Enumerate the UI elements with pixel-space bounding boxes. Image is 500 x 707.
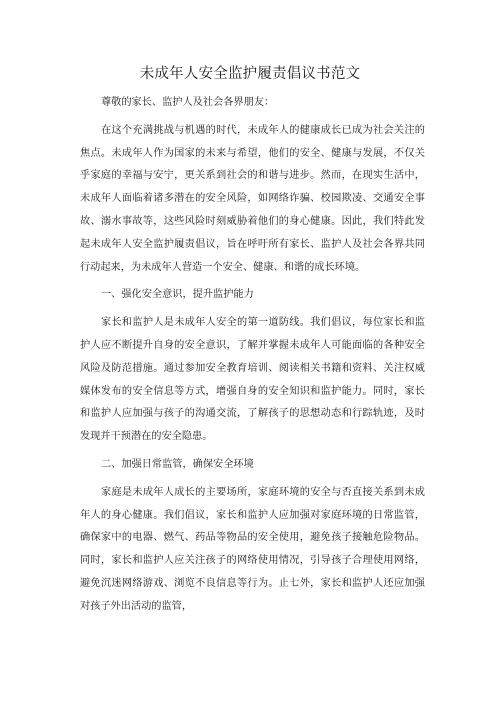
paragraph-intro: 在这个充满挑战与机遇的时代，未成年人的健康成长已成为社会关注的焦点。未成年人作为国家的未来与希望，他们的安全、健康与发展，不仅关乎家庭的幸福与安宁，更关系到社会的和谐与进步。然而，在现实生活中，未成年人面临着诸多潜在的安全风险，如网络诈骗、校园欺凌、交通安全事故、溺水事故等，这些风险时刻威胁着他们的身心健康。因此，我们特此发起未成年人安全监护履责倡议，旨在呼吁所有家长、监护人及社会各界共同行动起来，为未成年人营造一个安全、健康、和谐的成长环境。 [80,124,425,273]
document-body [80,92,425,619]
section-heading-1: 一、强化安全意识，提升监护能力 [101,289,254,301]
paragraph-section-1: 家长和监护人是未成年人安全的第一道防线。我们倡议，每位家长和监护人应不断提升自身的安全意识，了解并掌握未成年人可能面临的各种安全风险及防范措施。通过参加安全教育培训、阅读相关书籍和资料、关注权威媒体发布的安全信息等方式，增强自身的安全知识和监护能力。同时，家长和监护人应加强与孩子的沟通交流，了解孩子的思想动态和行踪轨迹，及时发现并干预潜在的安全隐患。 [80,317,425,443]
salutation: 尊敬的家长、监护人及社会各界朋友： [101,97,275,108]
document-title: 未成年人安全监护履责倡议书范文 [139,66,361,82]
section-heading-2: 二、加强日常监管，确保安全环境 [101,458,254,470]
paragraph-section-2: 家庭是未成年人成长的主要场所，家庭环境的安全与否直接关系到未成年人的身心健康。我们倡议，家长和监护人应加强对家庭环境的日常监管，确保家中的电器、燃气、药品等物品的安全使用，避免孩子接触危险物品。同时，家长和监护人应关注孩子的网络使用情况，引导孩子合理使用网络，避免沉迷网络游戏、浏览不良信息等行为。止七外，家长和监护人还应加强对孩子外出活动的监管， [80,486,425,612]
